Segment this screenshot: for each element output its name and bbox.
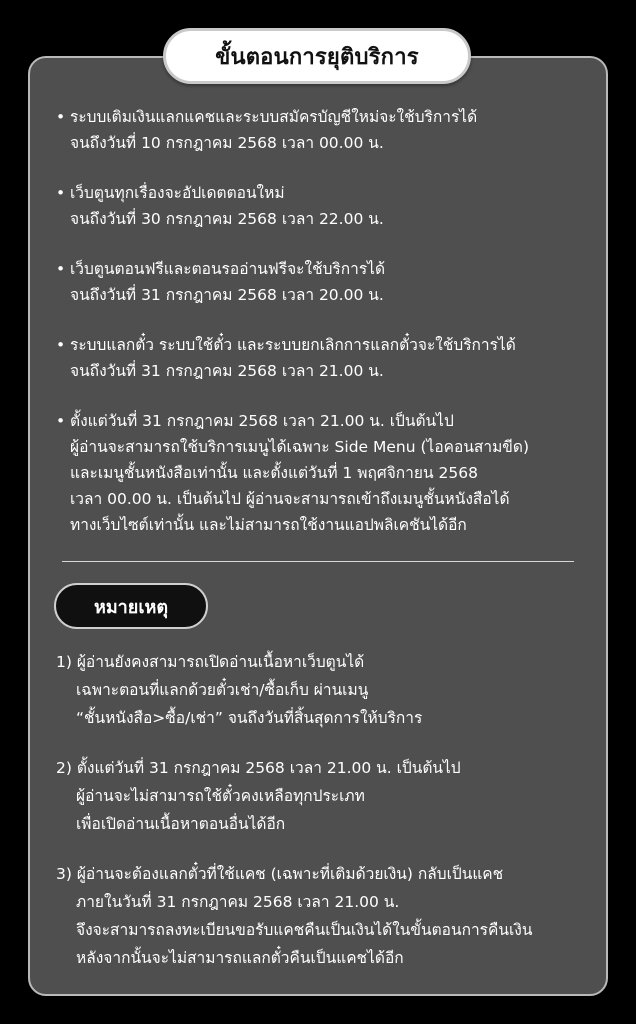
note-line: 1) ผู้อ่านยังคงสามารถเปิดอ่านเนื้อหาเว็บตูนได้ — [56, 653, 365, 671]
note-line: เฉพาะตอนที่แลกด้วยตั๋วเช่า/ซื้อเก็บ ผ่านเมนู — [76, 681, 369, 699]
step-line: จนถึงวันที่ 31 กรกฎาคม 2568 เวลา 20.00 น. — [70, 286, 384, 304]
step-line: และเมนูชั้นหนังสือเท่านั้น และตั้งแต่วันที่ 1 พฤศจิกายน 2568 — [70, 464, 478, 482]
bullet-icon: • — [56, 336, 66, 354]
note-line: 3) ผู้อ่านจะต้องแลกตั๋วที่ใช้แคช (เฉพาะที่เติมด้วยเงิน) กลับเป็นแคช — [56, 865, 504, 883]
notes-list — [56, 648, 596, 994]
list-item — [56, 256, 596, 308]
section-divider — [62, 561, 574, 562]
list-item — [56, 648, 596, 732]
step-line: ทางเว็บไซต์เท่านั้น และไม่สามารถใช้งานแอปพลิเคชันได้อีก — [70, 516, 467, 534]
list-item — [56, 754, 596, 838]
note-line: ผู้อ่านจะไม่สามารถใช้ตั๋วคงเหลือทุกประเภท — [76, 787, 365, 805]
step-line: เว็บตูนทุกเรื่องจะอัปเดตตอนใหม่ — [70, 184, 285, 202]
list-item — [56, 104, 596, 156]
list-item — [56, 408, 596, 538]
step-line: ตั้งแต่วันที่ 31 กรกฎาคม 2568 เวลา 21.00 น. เป็นต้นไป — [70, 412, 454, 430]
step-line: เว็บตูนตอนฟรีและตอนรออ่านฟรีจะใช้บริการได้ — [70, 260, 386, 278]
list-item — [56, 332, 596, 384]
note-line: ภายในวันที่ 31 กรกฎาคม 2568 เวลา 21.00 น. — [76, 893, 400, 911]
bullet-icon: • — [56, 108, 66, 126]
step-line: ระบบเติมเงินแลกแคชและระบบสมัครบัญชีใหม่จะใช้บริการได้ — [70, 108, 478, 126]
notes-badge — [54, 583, 208, 629]
step-line: จนถึงวันที่ 31 กรกฎาคม 2568 เวลา 21.00 น. — [70, 362, 384, 380]
list-item — [56, 180, 596, 232]
steps-list — [56, 104, 596, 562]
step-line: ระบบแลกตั๋ว ระบบใช้ตั๋ว และระบบยกเลิกการแลกตั๋วจะใช้บริการได้ — [70, 336, 516, 354]
note-line: เพื่อเปิดอ่านเนื้อหาตอนอื่นได้อีก — [76, 815, 286, 833]
title-badge — [163, 28, 471, 84]
bullet-icon: • — [56, 412, 66, 430]
page-title: ขั้นตอนการยุติบริการ — [215, 44, 419, 70]
notes-heading: หมายเหตุ — [93, 596, 169, 618]
step-line: จนถึงวันที่ 30 กรกฎาคม 2568 เวลา 22.00 น. — [70, 210, 384, 228]
step-line: ผู้อ่านจะสามารถใช้บริการเมนูได้เฉพาะ Side Menu (ไอคอนสามขีด) — [70, 438, 530, 456]
bullet-icon: • — [56, 260, 66, 278]
note-line: “ชั้นหนังสือ>ซื้อ/เช่า” จนถึงวันที่สิ้นสุดการให้บริการ — [76, 709, 423, 727]
note-line: จึงจะสามารถลงทะเบียนขอรับแคชคืนเป็นเงินได้ในขั้นตอนการคืนเงิน — [76, 921, 533, 939]
bullet-icon: • — [56, 184, 66, 202]
note-line: หลังจากนั้นจะไม่สามารถแลกตั๋วคืนเป็นแคชได้อีก — [76, 949, 404, 967]
step-line: จนถึงวันที่ 10 กรกฎาคม 2568 เวลา 00.00 น. — [70, 134, 384, 152]
step-line: เวลา 00.00 น. เป็นต้นไป ผู้อ่านจะสามารถเข้าถึงเมนูชั้นหนังสือได้ — [70, 490, 510, 508]
note-line: 2) ตั้งแต่วันที่ 31 กรกฎาคม 2568 เวลา 21.00 น. เป็นต้นไป — [56, 759, 461, 777]
list-item — [56, 860, 596, 972]
